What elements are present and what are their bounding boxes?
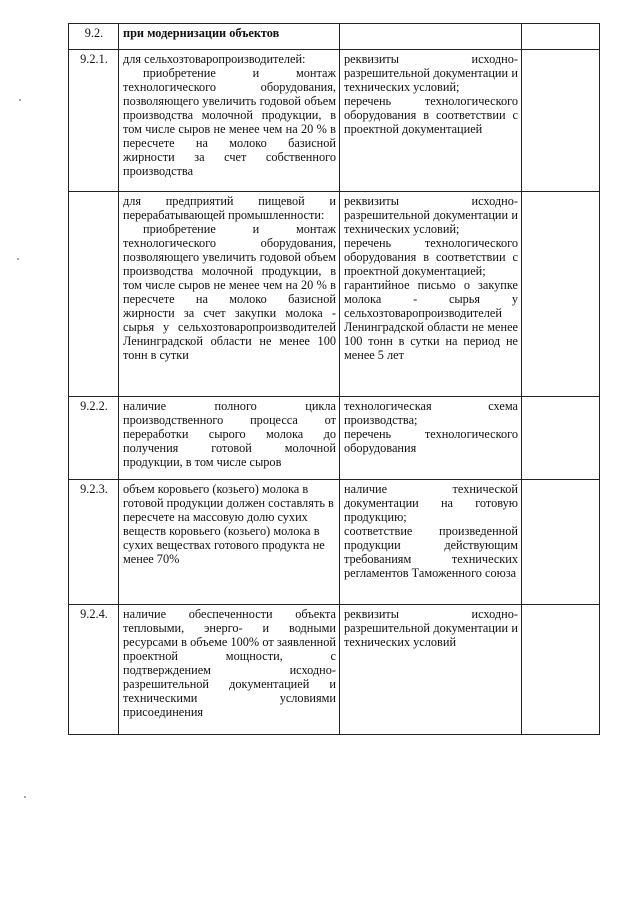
document-item: перечень технологического оборудования в соответствии с проектной документацией;: [344, 236, 518, 278]
table-row: [69, 50, 600, 192]
row-number: 9.2.4.: [69, 605, 119, 735]
documents-cell: [340, 605, 522, 735]
documents-cell: [340, 397, 522, 480]
section-number: 9.2.: [69, 24, 119, 50]
condition-text: наличие полного цикла производственного процесса от переработки сырого молока до получения готовой молочной продукции, в том числе сыров: [123, 399, 336, 469]
documents-cell: [340, 192, 522, 397]
section-header-row: [69, 24, 600, 50]
empty-cell: [522, 50, 600, 192]
condition-text: приобретение и монтаж технологического оборудования, позволяющего увеличить годовой объем производства молочной продукции, в том числе сыров не менее чем на 20 % в пересчете на молоко базисной жирности за счет собственного производства: [123, 66, 336, 178]
empty-cell: [340, 24, 522, 50]
row-number: [69, 192, 119, 397]
row-number: 9.2.1.: [69, 50, 119, 192]
document-item: перечень технологического оборудования в соответствии с проектной документацией: [344, 94, 518, 136]
document-item: перечень технологического оборудования: [344, 427, 518, 455]
condition-intro: для сельхозтоваропроизводителей:: [123, 52, 306, 66]
condition-text: объем коровьего (козьего) молока в готовой продукции должен составлять в пересчете на массовую долю сухих веществ коровьего (козьего) молока в сухих веществах готового продукта не менее 70%: [123, 482, 334, 566]
empty-cell: [522, 605, 600, 735]
condition-cell: [119, 192, 340, 397]
document-item: реквизиты исходно-разрешительной документации и технических условий: [344, 607, 518, 649]
empty-cell: [522, 397, 600, 480]
condition-cell: [119, 397, 340, 480]
table-row: [69, 605, 600, 735]
document-item: гарантийное письмо о закупке молока - сырья у сельхозтоваропроизводителей Ленинградской области не менее 100 тонн в сутки на период не менее 5 лет: [344, 278, 518, 362]
empty-cell: [522, 24, 600, 50]
table-row: [69, 192, 600, 397]
condition-text: приобретение и монтаж технологического оборудования, позволяющего увеличить годовой объем производства молочной продукции, в том числе сыров не менее чем на 20 % в пересчете на молоко базисной жирности за счет закупки молока - сырья у сельхозтоваропроизводителей Ленинградской области не менее 100 тонн в сутки: [123, 222, 336, 362]
condition-cell: [119, 50, 340, 192]
document-item: реквизиты исходно-разрешительной документации и технических условий;: [344, 52, 518, 94]
documents-cell: [340, 480, 522, 605]
documents-cell: [340, 50, 522, 192]
condition-cell: [119, 605, 340, 735]
empty-cell: [522, 480, 600, 605]
scan-speck: [19, 99, 21, 101]
document-item: реквизиты исходно-разрешительной документации и технических условий;: [344, 194, 518, 236]
table-row: [69, 397, 600, 480]
condition-text: наличие обеспеченности объекта тепловыми, энерго- и водными ресурсами в объеме 100% от заявленной проектной мощности, с подтверждением исходно-разрешительной документацией и техническими условиями присоединения: [123, 607, 336, 719]
row-number: 9.2.2.: [69, 397, 119, 480]
scan-speck: [17, 258, 19, 260]
document-item: соответствие произведенной продукции действующим требованиям технических регламентов Таможенного союза: [344, 524, 518, 580]
condition-cell: [119, 480, 340, 605]
document-item: технологическая схема производства;: [344, 399, 518, 427]
document-item: наличие технической документации на готовую продукцию;: [344, 482, 518, 524]
scan-speck: [24, 796, 26, 798]
condition-intro: для предприятий пищевой и перерабатывающей промышленности:: [123, 194, 336, 222]
empty-cell: [522, 192, 600, 397]
row-number: 9.2.3.: [69, 480, 119, 605]
table-row: [69, 480, 600, 605]
section-title: при модернизации объектов: [119, 24, 340, 50]
requirements-table: [68, 23, 600, 735]
